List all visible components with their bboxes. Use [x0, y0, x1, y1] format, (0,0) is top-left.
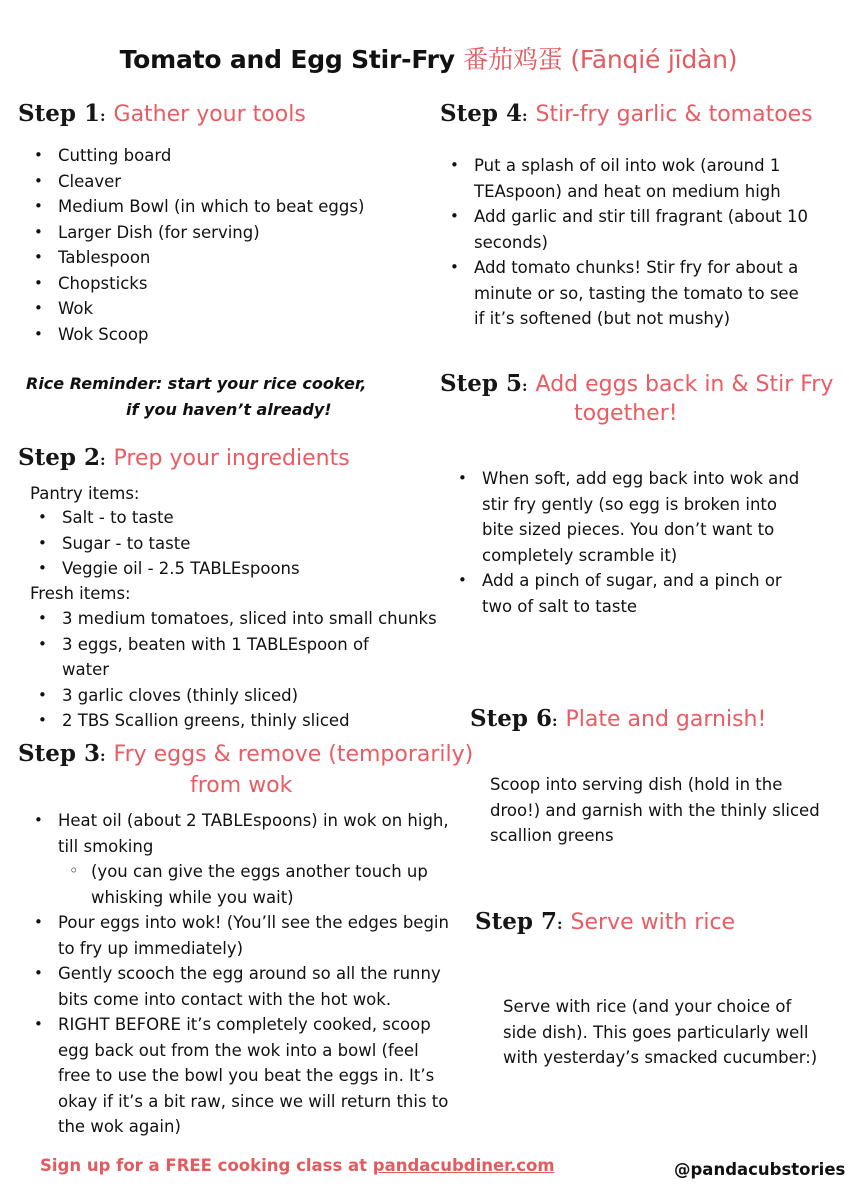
- list-item: • Add a pinch of sugar, and a pinch or two of salt to taste: [482, 568, 802, 619]
- pantry-list: [62, 505, 402, 582]
- step3-heading-line2: [190, 771, 292, 798]
- step1-tool-list: [58, 143, 398, 347]
- fresh-items-label: Fresh items:: [30, 584, 131, 603]
- list-item: • Tablespoon: [58, 245, 398, 271]
- step2-number: Step 2: [18, 444, 100, 471]
- list-item: • Add tomato chunks! Stir fry for about a minute or so, tasting the tomato to see if it’s softened (but not mushy): [474, 255, 814, 332]
- step6-heading: [470, 705, 766, 732]
- list-item: • Pour eggs into wok! (You’ll see the edges begin to fry up immediately): [58, 910, 450, 961]
- step1-number: Step 1: [18, 100, 100, 127]
- step4-heading: [440, 100, 813, 127]
- step5-number: Step 5: [440, 370, 522, 397]
- step6-title: Plate and garnish!: [565, 707, 767, 732]
- step2-heading: [18, 444, 350, 471]
- social-handle: @pandacubstories: [674, 1160, 846, 1179]
- list-item: • Chopsticks: [58, 271, 398, 297]
- list-item: • Larger Dish (for serving): [58, 220, 398, 246]
- step7-text: Serve with rice (and your choice of side dish). This goes particularly well with yesterday’s smacked cucumber:): [503, 997, 818, 1067]
- fresh-list: [62, 606, 437, 734]
- list-item: • Salt - to taste: [62, 505, 402, 531]
- step7-colon: :: [556, 915, 563, 933]
- signup-link[interactable]: pandacubdiner.com: [372, 1156, 555, 1175]
- list-item: • Veggie oil - 2.5 TABLEspoons: [62, 556, 402, 582]
- list-item: • Cutting board: [58, 143, 398, 169]
- step4-list: [474, 153, 814, 332]
- step4-title: Stir-fry garlic & tomatoes: [535, 102, 813, 127]
- list-item: • Heat oil (about 2 TABLEspoons) in wok on high, till smoking: [58, 808, 450, 859]
- title-chinese: 番茄鸡蛋 (Fānqié jīdàn): [463, 45, 738, 74]
- step5-list: [482, 466, 802, 619]
- step4-colon: :: [521, 107, 528, 125]
- step3-title-line2: from wok: [190, 773, 293, 798]
- list-item: • Gently scooch the egg around so all the runny bits come into contact with the hot wok.: [58, 961, 450, 1012]
- pantry-items-label: Pantry items:: [30, 484, 140, 503]
- rice-reminder-line1: Rice Reminder: start your rice cooker,: [26, 374, 367, 393]
- step3-colon: :: [99, 747, 106, 765]
- step1-title: Gather your tools: [113, 102, 306, 127]
- list-item: • When soft, add egg back into wok and stir fry gently (so egg is broken into bite sized pieces. You don’t want to completely scramble it): [482, 466, 802, 568]
- list-item: • 3 garlic cloves (thinly sliced): [62, 683, 387, 709]
- step2-title: Prep your ingredients: [113, 446, 350, 471]
- list-item: • 2 TBS Scallion greens, thinly sliced: [62, 708, 387, 734]
- step3-list: [58, 808, 450, 1140]
- step5-colon: :: [521, 377, 528, 395]
- sub-list-item: ◦ (you can give the eggs another touch up whisking while you wait): [91, 859, 450, 910]
- signup-text: Sign up for a FREE cooking class at: [40, 1156, 373, 1175]
- step3-number: Step 3: [18, 740, 100, 767]
- list-item: • Wok Scoop: [58, 322, 398, 348]
- step1-colon: :: [99, 107, 106, 125]
- signup-banner: [40, 1156, 555, 1175]
- list-item: • 3 medium tomatoes, sliced into small chunks: [62, 606, 387, 632]
- step3-title-line1: Fry eggs & remove (temporarily): [113, 742, 474, 767]
- step6-colon: :: [551, 712, 558, 730]
- page-title: [0, 40, 857, 76]
- list-item: • Put a splash of oil into wok (around 1 TEAspoon) and heat on medium high: [474, 153, 814, 204]
- list-item: • Wok: [58, 296, 398, 322]
- step7-heading: [475, 908, 735, 935]
- step2-colon: :: [99, 451, 106, 469]
- list-item: • 3 eggs, beaten with 1 TABLEspoon of water: [62, 632, 387, 683]
- list-item: • Medium Bowl (in which to beat eggs): [58, 194, 398, 220]
- step5-heading: [440, 370, 833, 397]
- list-item: • Add garlic and stir till fragrant (about 10 seconds): [474, 204, 814, 255]
- step7-number: Step 7: [475, 908, 557, 935]
- rice-reminder-line2: if you haven’t already!: [126, 400, 332, 419]
- step6-number: Step 6: [470, 705, 552, 732]
- list-item: • RIGHT BEFORE it’s completely cooked, scoop egg back out from the wok into a bowl (feel free to use the bowl you beat the eggs in. It’s okay if it’s a bit raw, since we will return this to the wok again): [58, 1012, 450, 1140]
- list-item: • Sugar - to taste: [62, 531, 402, 557]
- step5-title-line2: together!: [574, 401, 678, 426]
- step5-title-line1: Add eggs back in & Stir Fry: [535, 372, 834, 397]
- step7-title: Serve with rice: [570, 910, 736, 935]
- step1-heading: [18, 100, 306, 127]
- step5-heading-line2: [574, 399, 678, 426]
- step3-heading: [18, 740, 473, 767]
- list-item: • Cleaver: [58, 169, 398, 195]
- title-english: Tomato and Egg Stir-Fry: [119, 45, 455, 74]
- step6-text: Scoop into serving dish (hold in the droo!) and garnish with the thinly sliced scallion greens: [490, 775, 820, 845]
- step4-number: Step 4: [440, 100, 522, 127]
